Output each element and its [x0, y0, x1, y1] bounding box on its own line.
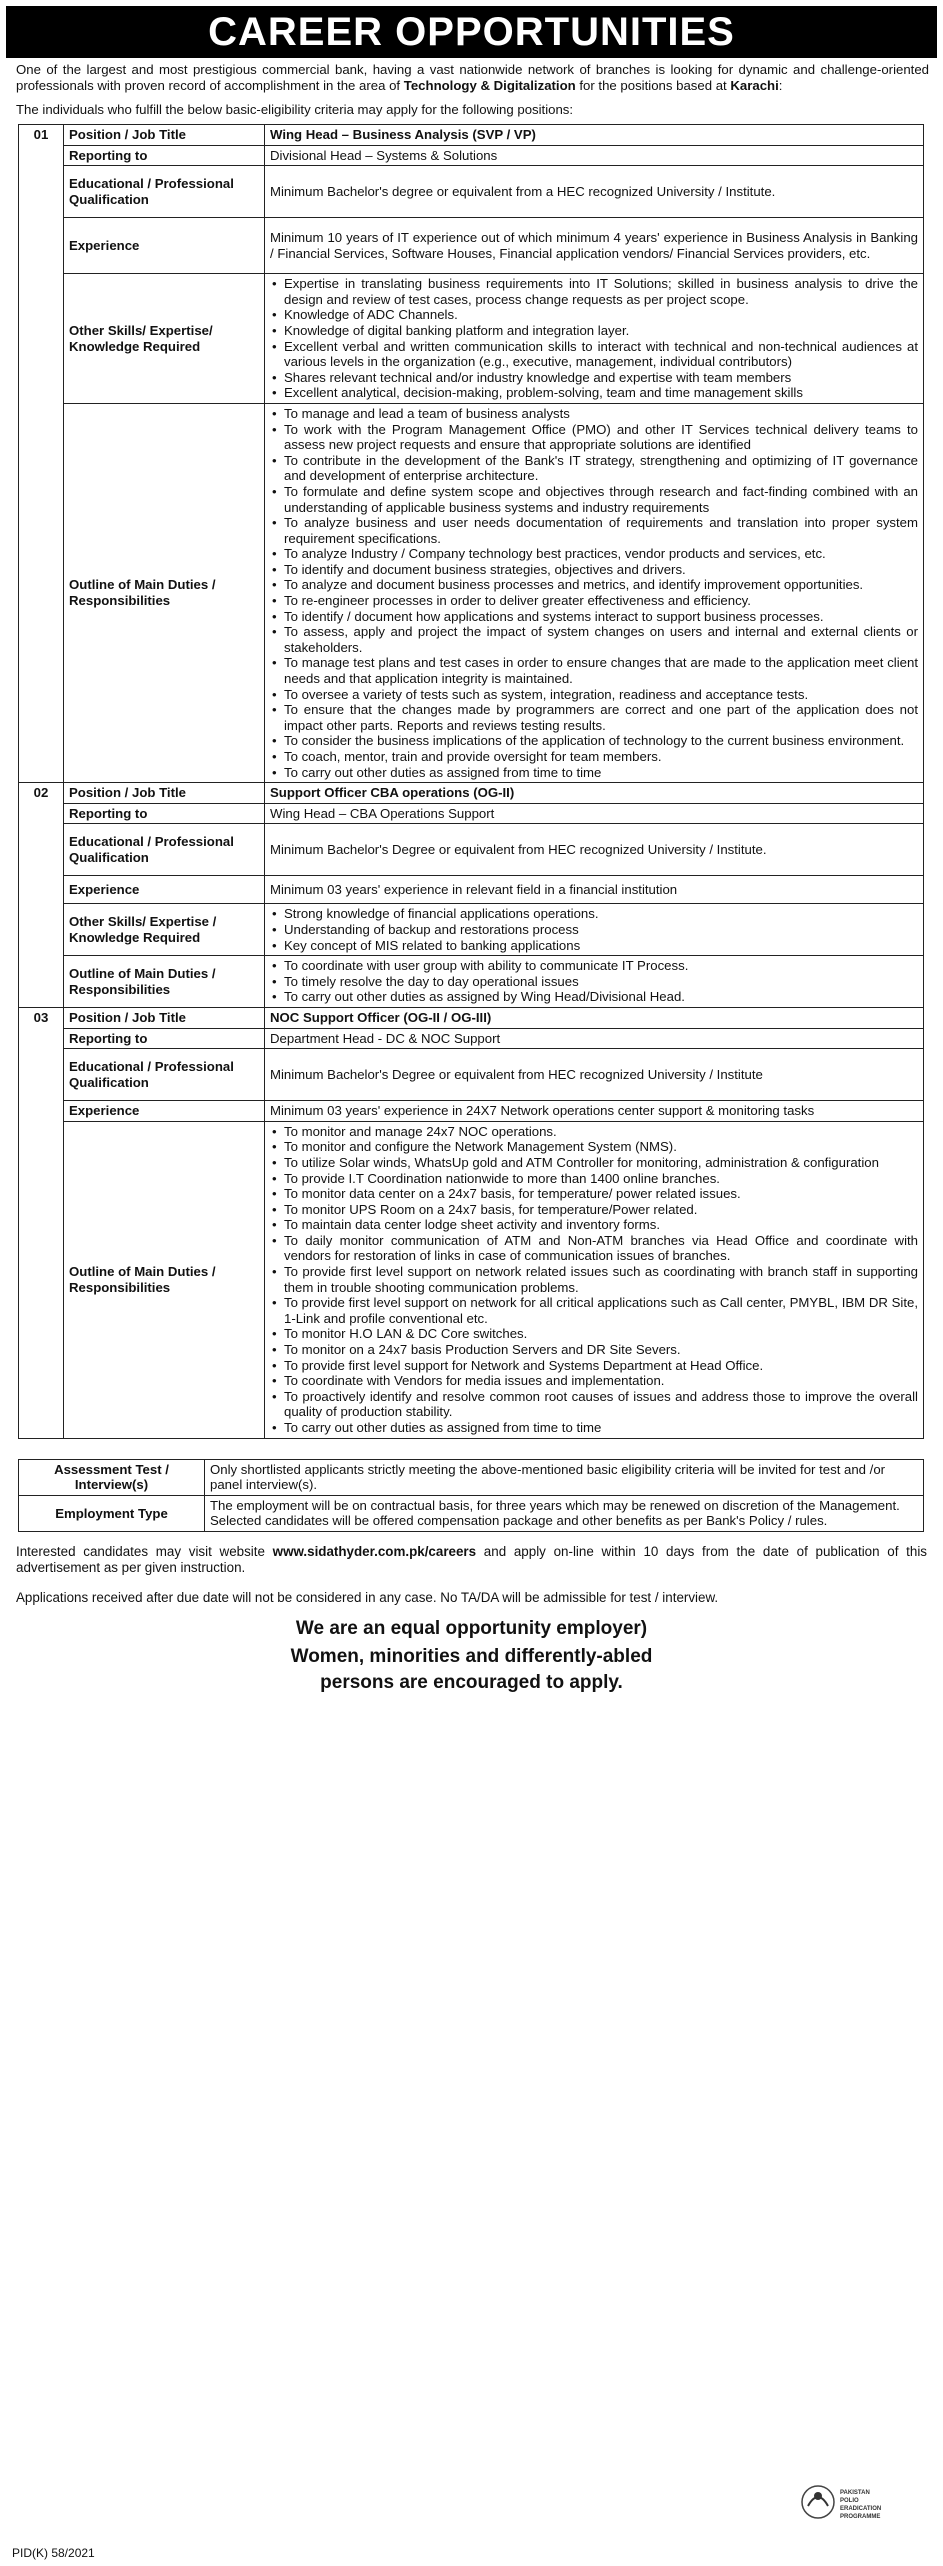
- careers-link[interactable]: www.sidathyder.com.pk/careers: [272, 1543, 477, 1559]
- education-value: Minimum Bachelor's Degree or equivalent from HEC recognized University / Institute: [265, 1049, 924, 1101]
- bullet-item: • Strong knowledge of financial applications operations.: [284, 906, 918, 922]
- experience-value: Minimum 10 years of IT experience out of which minimum 4 years' experience in Business Analysis in Banking / Financial Services, Software Houses, Financial application vendors/ Financial Services providers, etc.: [265, 218, 924, 274]
- position-number: 02: [19, 783, 64, 1008]
- duties-list: [270, 958, 918, 1005]
- bullet-item: • Expertise in translating business requirements into IT Solutions; skilled in business analysis to drive the design and review of test cases, process change requests as per project scope.: [284, 276, 918, 307]
- education-label: Educational / Professional Qualification: [64, 1049, 265, 1101]
- position-row: [19, 1007, 924, 1028]
- bullet-item: • To carry out other duties as assigned from time to time: [284, 765, 918, 781]
- bullet-item: • To provide first level support on network related issues such as coordinating with branch staff in supporting them in trouble shooting communication problems.: [284, 1264, 918, 1295]
- bullet-item: • To monitor data center on a 24x7 basis, for temperature/ power related issues.: [284, 1186, 918, 1202]
- polio-programme-logo-icon: [796, 2476, 916, 2524]
- position-title: Wing Head – Business Analysis (SVP / VP): [265, 125, 924, 146]
- position-label: Position / Job Title: [64, 1007, 265, 1028]
- bullet-item: • To monitor UPS Room on a 24x7 basis, for temperature/Power related.: [284, 1202, 918, 1218]
- bullet-item: • To coach, mentor, train and provide oversight for team members.: [284, 749, 918, 765]
- position-number: 03: [19, 1007, 64, 1438]
- bullet-item: • Excellent verbal and written communication skills to interact with technical and non-technical audiences at various levels in the organization (e.g., executive, management, individual contributors): [284, 339, 918, 370]
- bullet-item: • Knowledge of ADC Channels.: [284, 307, 918, 323]
- duties-label: Outline of Main Duties / Responsibilities: [64, 403, 265, 782]
- bullet-item: • To proactively identify and resolve common root causes of issues and address those to improve the overall quality of production stability.: [284, 1389, 918, 1420]
- duties-list: [270, 1124, 918, 1436]
- employment-type-label: Employment Type: [19, 1495, 205, 1531]
- bullet-item: • To analyze and document business processes and metrics, and identify improvement opportunities.: [284, 577, 918, 593]
- experience-label: Experience: [64, 1101, 265, 1122]
- position-title: NOC Support Officer (OG-II / OG-III): [265, 1007, 924, 1028]
- reporting-label: Reporting to: [64, 145, 265, 166]
- bullet-item: • To coordinate with user group with ability to communicate IT Process.: [284, 958, 918, 974]
- bullet-item: • Understanding of backup and restorations process: [284, 922, 918, 938]
- reporting-label: Reporting to: [64, 1028, 265, 1049]
- position-row: [19, 125, 924, 146]
- bullet-item: • To manage and lead a team of business analysts: [284, 406, 918, 422]
- bullet-item: • To identify and document business strategies, objectives and drivers.: [284, 562, 918, 578]
- duties-list: [270, 406, 918, 780]
- bullet-item: • To monitor on a 24x7 basis Production Servers and DR Site Severs.: [284, 1342, 918, 1358]
- assessment-text: Only shortlisted applicants strictly meeting the above-mentioned basic eligibility criteria will be invited for test and /or panel interview(s).: [205, 1459, 924, 1495]
- equal-opportunity-statement: We are an equal opportunity employer): [295, 1617, 648, 1639]
- skills-list: [270, 276, 918, 401]
- bullet-item: • To formulate and define system scope and objectives through research and fact-finding combined with an understanding of applicable business systems and industry requirements: [284, 484, 918, 515]
- intro-paragraph: One of the largest and most prestigious commercial bank, having a vast nationwide network of branches is looking for dynamic and challenge-oriented professionals with proven record of accomplishment in the area of Technology & Digitalization for the positions based at Karachi:: [16, 62, 929, 93]
- svg-text:ERADICATION: ERADICATION: [840, 2506, 882, 2512]
- positions-table: [18, 124, 924, 1439]
- bullet-item: • To timely resolve the day to day operational issues: [284, 974, 918, 990]
- position-number: 01: [19, 125, 64, 783]
- duties-label: Outline of Main Duties / Responsibilities: [64, 1121, 265, 1438]
- eligibility-note: The individuals who fulfill the below basic-eligibility criteria may apply for the following positions:: [16, 102, 574, 117]
- bullet-item: • Knowledge of digital banking platform and integration layer.: [284, 323, 918, 339]
- encouragement-statement: Women, minorities and differently-abled persons are encouraged to apply.: [290, 1645, 653, 1693]
- skills-list: [270, 906, 918, 953]
- bullet-item: • To provide first level support for Network and Systems Department at Head Office.: [284, 1358, 918, 1374]
- bullet-item: • To provide I.T Coordination nationwide to more than 1400 online branches.: [284, 1171, 918, 1187]
- bullet-item: • Shares relevant technical and/or industry knowledge and expertise with team members: [284, 370, 918, 386]
- reporting-label: Reporting to: [64, 803, 265, 824]
- experience-label: Experience: [64, 218, 265, 274]
- reporting-value: Wing Head – CBA Operations Support: [265, 803, 924, 824]
- experience-value: Minimum 03 years' experience in 24X7 Network operations center support & monitoring tasks: [265, 1101, 924, 1122]
- bullet-item: • To assess, apply and project the impact of system changes on users and internal and external clients or stakeholders.: [284, 624, 918, 655]
- bullet-item: • To ensure that the changes made by programmers are correct and one part of the application does not impact other parts. Reports and reviews testing results.: [284, 702, 918, 733]
- svg-text:PROGRAMME: PROGRAMME: [840, 2514, 881, 2520]
- publication-id: PID(K) 58/2021: [12, 2546, 95, 2560]
- bullet-item: • To coordinate with Vendors for media issues and implementation.: [284, 1373, 918, 1389]
- education-value: Minimum Bachelor's degree or equivalent from a HEC recognized University / Institute.: [265, 166, 924, 218]
- education-value: Minimum Bachelor's Degree or equivalent from HEC recognized University / Institute.: [265, 824, 924, 876]
- position-row: [19, 783, 924, 804]
- reporting-value: Divisional Head – Systems & Solutions: [265, 145, 924, 166]
- position-title: Support Officer CBA operations (OG-II): [265, 783, 924, 804]
- assessment-label: Assessment Test / Interview(s): [19, 1459, 205, 1495]
- skills-label: Other Skills/ Expertise / Knowledge Required: [64, 904, 265, 956]
- experience-label: Experience: [64, 876, 265, 904]
- bullet-item: • Key concept of MIS related to banking applications: [284, 938, 918, 954]
- experience-value: Minimum 03 years' experience in relevant field in a financial institution: [265, 876, 924, 904]
- page-title: CAREER OPPORTUNITIES: [6, 6, 937, 58]
- bullet-item: • To analyze business and user needs documentation of requirements and translation into proper system requirement specifications.: [284, 515, 918, 546]
- bullet-item: • To carry out other duties as assigned by Wing Head/Divisional Head.: [284, 989, 918, 1005]
- education-label: Educational / Professional Qualification: [64, 166, 265, 218]
- bullet-item: • To oversee a variety of tests such as system, integration, readiness and acceptance tests.: [284, 687, 918, 703]
- position-label: Position / Job Title: [64, 125, 265, 146]
- position-label: Position / Job Title: [64, 783, 265, 804]
- bullet-item: • To manage test plans and test cases in order to ensure changes that are made to the application meet client needs and that application integrity is maintained.: [284, 655, 918, 686]
- bullet-item: • To carry out other duties as assigned from time to time: [284, 1420, 918, 1436]
- bullet-item: • To work with the Program Management Office (PMO) and other IT Services technical delivery teams to assess new project requests and ensure that appropriate solutions are identified: [284, 422, 918, 453]
- duties-label: Outline of Main Duties / Responsibilities: [64, 956, 265, 1008]
- reporting-value: Department Head - DC & NOC Support: [265, 1028, 924, 1049]
- bullet-item: • To monitor H.O LAN & DC Core switches.: [284, 1326, 918, 1342]
- svg-text:PAKISTAN: PAKISTAN: [840, 2490, 870, 2496]
- education-label: Educational / Professional Qualification: [64, 824, 265, 876]
- skills-label: Other Skills/ Expertise/ Knowledge Required: [64, 274, 265, 404]
- svg-text:POLIO: POLIO: [840, 2498, 859, 2504]
- bullet-item: • Excellent analytical, decision-making, problem-solving, team and time management skills: [284, 385, 918, 401]
- late-application-note: Applications received after due date will not be considered in any case. No TA/DA will be admissible for test / interview.: [16, 1589, 719, 1605]
- bullet-item: • To analyze Industry / Company technology best practices, vendor products and services, etc.: [284, 546, 918, 562]
- bullet-item: • To re-engineer processes in order to deliver greater effectiveness and efficiency.: [284, 593, 918, 609]
- apply-instructions: Interested candidates may visit website www.sidathyder.com.pk/careers and apply on-line within 10 days from the date of publication of this advertisement as per given instruction.: [16, 1543, 927, 1575]
- bullet-item: • To maintain data center lodge sheet activity and inventory forms.: [284, 1217, 918, 1233]
- bullet-item: • To provide first level support on network for all critical applications such as Call center, PMYBL, IBM DR Site, 1-Link and profile conventional etc.: [284, 1295, 918, 1326]
- bullet-item: • To contribute in the development of the Bank's IT strategy, strengthening and optimizing of IT governance and development of enterprise architecture.: [284, 453, 918, 484]
- bullet-item: • To identify / document how applications and systems interact to support business processes.: [284, 609, 918, 625]
- bullet-item: • To daily monitor communication of ATM and Non-ATM branches via Head Office and coordinate with vendors for restoration of links in case of communication issues of branches.: [284, 1233, 918, 1264]
- bullet-item: • To monitor and manage 24x7 NOC operations.: [284, 1124, 918, 1140]
- employment-type-text: The employment will be on contractual basis, for three years which may be renewed on discretion of the Management. Selected candidates will be offered compensation package and other benefits as per Bank's Policy / rules.: [205, 1495, 924, 1531]
- bullet-item: • To utilize Solar winds, WhatsUp gold and ATM Controller for monitoring, administration & configuration: [284, 1155, 918, 1171]
- bullet-item: • To consider the business implications of the application of technology to the current business environment.: [284, 733, 918, 749]
- bullet-item: • To monitor and configure the Network Management System (NMS).: [284, 1139, 918, 1155]
- terms-table: [18, 1459, 924, 1532]
